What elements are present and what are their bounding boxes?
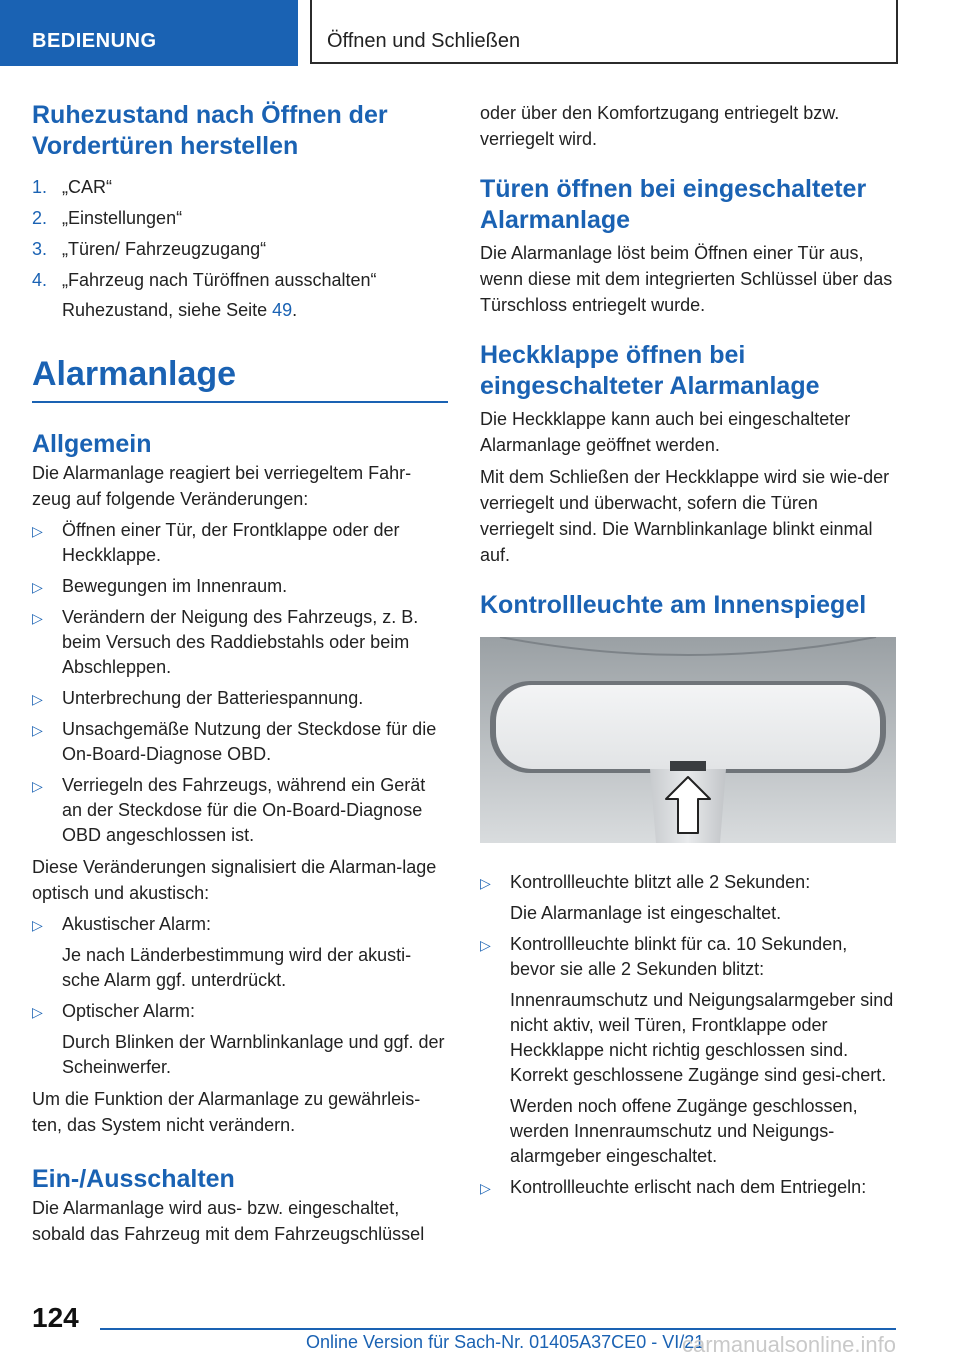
heading-rule: [32, 401, 448, 403]
step-text: „Fahrzeug nach Türöffnen ausschalten“: [62, 270, 377, 290]
doors-text: Die Alarmanlage löst beim Öffnen einer Tür aus, wenn diese mit dem integrierten Schlüssel über das Türschloss entriegelt wurde.: [480, 243, 893, 315]
triangle-bullet-icon: ▷: [32, 610, 43, 626]
step-number: 3.: [32, 239, 48, 259]
bullet-text: Öffnen einer Tür, der Frontklappe oder der Heckklappe.: [62, 520, 400, 565]
step-number: 2.: [32, 208, 48, 228]
indicator-3-label: Kontrollleuchte erlischt nach dem Entriegeln:: [510, 1177, 867, 1197]
page-link[interactable]: 49: [272, 300, 293, 320]
page-number: 124: [32, 1302, 79, 1333]
main-heading: Alarmanlage: [32, 355, 237, 393]
bullet-text: Unsachgemäße Nutzung der Steckdose für die On-Board-Diagnose OBD.: [62, 719, 437, 764]
bullet-text: Verriegeln des Fahrzeugs, während ein Gerät an der Steckdose für die On-Board-Diagnose OBD angeschlossen ist.: [62, 775, 426, 845]
triangle-bullet-icon: ▷: [32, 1004, 43, 1020]
bullet-item: [32, 686, 448, 711]
step-text: „Einstellungen“: [62, 208, 183, 228]
bullet-item: [32, 912, 448, 937]
triangle-bullet-icon: ▷: [32, 691, 43, 707]
acoustic-text: Je nach Länderbestimmung wird der akusti-sche Alarm ggf. unterdrückt.: [62, 945, 412, 990]
page-header: [0, 0, 960, 66]
doors-heading: Türen öffnen bei eingeschalteter Alarmanlage: [480, 175, 867, 234]
triangle-bullet-icon: ▷: [32, 778, 43, 794]
rest-note-end: .: [292, 300, 298, 320]
general-intro: Die Alarmanlage reagiert bei verriegeltem Fahr-zeug auf folgende Veränderungen:: [32, 463, 412, 509]
watermark: carmanualsonline.info: [681, 1332, 896, 1357]
step-text: „CAR“: [62, 177, 112, 197]
acoustic-label: Akustischer Alarm:: [62, 914, 212, 934]
indicator-1-label: Kontrollleuchte blitzt alle 2 Sekunden:: [510, 872, 811, 892]
bullet-item: [32, 518, 448, 568]
section-tab: [0, 0, 298, 66]
bullet-text: Unterbrechung der Batteriespannung.: [62, 688, 364, 708]
indicator-1-text: Die Alarmanlage ist eingeschaltet.: [510, 903, 782, 923]
tailgate-text-1: Die Heckklappe kann auch bei eingeschalteter Alarmanlage geöffnet werden.: [480, 409, 851, 455]
rest-note-text: Ruhezustand, siehe Seite: [62, 300, 273, 320]
onoff-heading: Ein-/Ausschalten: [32, 1165, 235, 1193]
bullet-item: [480, 1175, 896, 1200]
triangle-bullet-icon: ▷: [32, 523, 43, 539]
page-footer: [0, 1298, 960, 1362]
footer-rule: [100, 1328, 896, 1330]
bullet-item: [480, 932, 896, 982]
indicator-list-2: [480, 932, 896, 982]
triangle-bullet-icon: ▷: [32, 579, 43, 595]
general-heading: Allgemein: [32, 430, 152, 458]
signal-intro: Diese Veränderungen signalisiert die Alarman-lage optisch und akustisch:: [32, 857, 437, 903]
onoff-text: Die Alarmanlage wird aus- bzw. eingeschaltet, sobald das Fahrzeug mit dem Fahrzeugschlüssel: [32, 1198, 425, 1244]
optical-text: Durch Blinken der Warnblinkanlage und ggf. der Scheinwerfer.: [62, 1032, 445, 1077]
tailgate-text-2: Mit dem Schließen der Heckklappe wird sie wie-der verriegelt und überwacht, sofern die Türen verriegelt sind. Die Warnblinkanlage blinkt einmal auf.: [480, 467, 890, 565]
indicator-list-3: [480, 1175, 896, 1200]
step-number: 1.: [32, 177, 48, 197]
triangle-bullet-icon: ▷: [480, 937, 491, 953]
rest-steps: [32, 174, 448, 293]
left-column: [32, 100, 448, 1247]
triangle-bullet-icon: ▷: [32, 917, 43, 933]
tailgate-heading: Heckklappe öffnen bei eingeschalteter Alarmanlage: [480, 341, 820, 400]
bullet-item: [32, 717, 448, 767]
triangle-bullet-icon: ▷: [480, 875, 491, 891]
step-item: [32, 236, 448, 262]
online-version: Online Version für Sach-Nr. 01405A37CE0 - VI/21: [306, 1332, 705, 1352]
bullet-item: [32, 605, 448, 680]
bullet-item: [32, 773, 448, 848]
indicator-2-text-2: Werden noch offene Zugänge geschlossen, werden Innenraumschutz und Neigungs-alarmgeber eingeschaltet.: [510, 1096, 858, 1166]
chapter-label: Öffnen und Schließen: [327, 30, 521, 52]
chapter-tab: [310, 0, 898, 64]
step-number: 4.: [32, 270, 48, 290]
onoff-continued: oder über den Komfortzugang entriegelt bzw. verriegelt wird.: [480, 103, 840, 149]
triangle-bullet-icon: ▷: [480, 1180, 491, 1196]
step-text: „Türen/ Fahrzeugzugang“: [62, 239, 267, 259]
rest-heading: Ruhezustand nach Öffnen der Vordertüren herstellen: [32, 101, 388, 160]
bullet-text: Bewegungen im Innenraum.: [62, 576, 288, 596]
triangle-bullet-icon: ▷: [32, 722, 43, 738]
step-item: [32, 267, 448, 293]
indicator-2-text-1: Innenraumschutz und Neigungsalarmgeber sind nicht aktiv, weil Türen, Frontklappe oder Heckklappe nicht richtig geschlossen sind. Korrekt geschlossene Zugänge sind gesi-chert.: [510, 990, 894, 1085]
bullet-text: Verändern der Neigung des Fahrzeugs, z. B. beim Versuch des Raddiebstahls oder beim Abschleppen.: [62, 607, 419, 677]
guarantee-text: Um die Funktion der Alarmanlage zu gewährleis-ten, das System nicht verändern.: [32, 1089, 421, 1135]
general-bullets: [32, 518, 448, 848]
bullet-item: [480, 870, 896, 895]
right-column: [480, 100, 896, 1206]
bullet-item: [32, 999, 448, 1024]
bullet-item: [32, 574, 448, 599]
alarm-types: [32, 912, 448, 937]
interior-mirror-image: [480, 637, 896, 843]
section-label: BEDIENUNG: [32, 30, 157, 52]
optical-label: Optischer Alarm:: [62, 1001, 196, 1021]
indicator-heading: Kontrollleuchte am Innenspiegel: [480, 591, 867, 619]
rest-note: [32, 298, 448, 323]
step-item: [32, 174, 448, 200]
indicator-2-label: Kontrollleuchte blinkt für ca. 10 Sekunden, bevor sie alle 2 Sekunden blitzt:: [510, 934, 848, 979]
step-item: [32, 205, 448, 231]
alarm-types-2: [32, 999, 448, 1024]
indicator-list: [480, 870, 896, 895]
